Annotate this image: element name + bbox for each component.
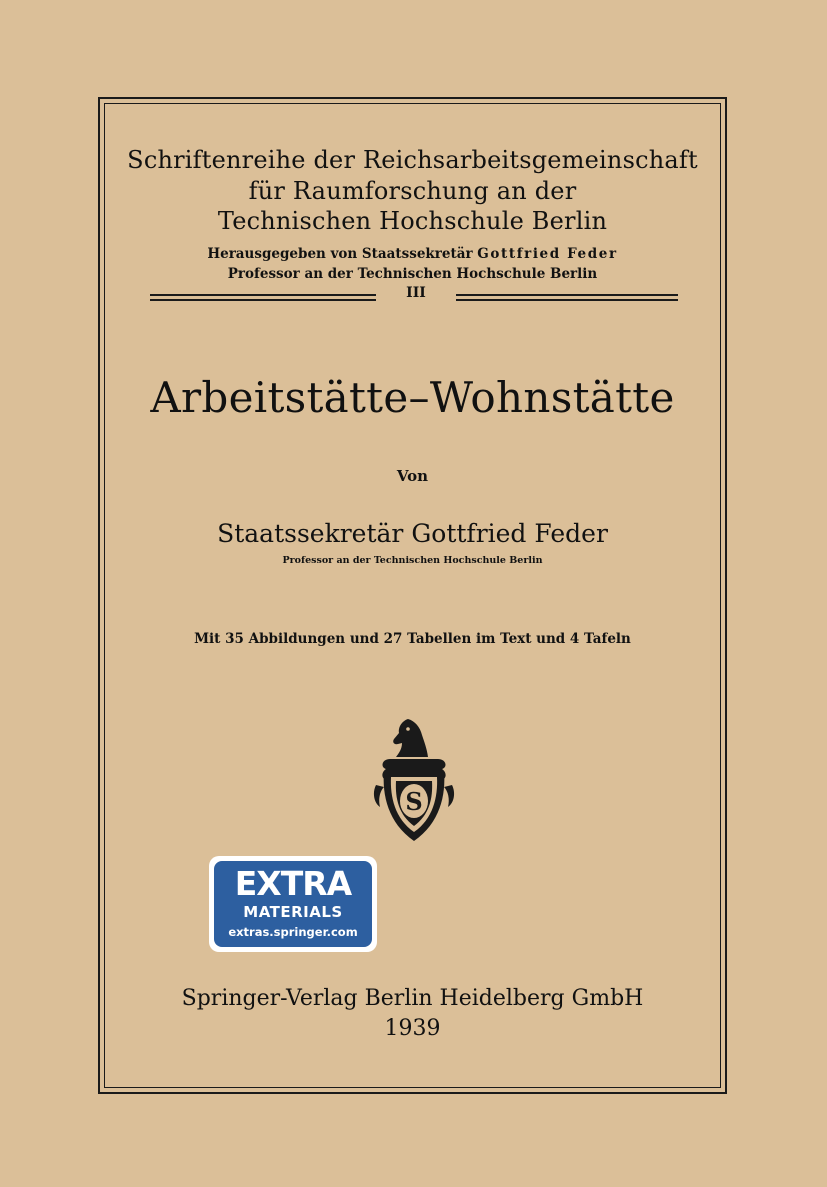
right-double-rule	[456, 294, 678, 301]
by-label: Von	[396, 467, 429, 485]
svg-text:S: S	[405, 787, 423, 816]
publisher-name: Springer-Verlag Berlin Heidelberg GmbH	[181, 986, 644, 1011]
illustrations-note: Mit 35 Abbildungen und 27 Tabellen im Text und 4 Tafeln	[194, 631, 631, 647]
publication-year: 1939	[384, 1016, 441, 1041]
author-name: Staatssekretär Gottfried Feder	[217, 519, 608, 548]
series-title-line-1: Schriftenreihe der Reichsarbeitsgemeinschaft	[127, 146, 698, 174]
editor-line	[104, 244, 721, 264]
extra-materials-badge[interactable]	[209, 856, 377, 952]
springer-knight-logo	[372, 715, 456, 849]
editor-prefix: Herausgegeben von Staatssekretär	[207, 246, 473, 262]
badge-extra-text: EXTRA	[234, 864, 352, 903]
series-title-line-3: Technischen Hochschule Berlin	[217, 207, 608, 235]
book-title: Arbeitstätte–Wohnstätte	[150, 373, 675, 422]
left-double-rule	[150, 294, 376, 301]
editor-affiliation: Professor an der Technischen Hochschule Berlin	[227, 266, 598, 282]
badge-url-link[interactable]: extras.springer.com	[228, 925, 358, 939]
volume-number: III	[406, 285, 426, 301]
badge-materials-text: MATERIALS	[243, 903, 343, 921]
author-affiliation: Professor an der Technischen Hochschule Berlin	[282, 555, 543, 566]
series-title-line-2: für Raumforschung an der	[248, 177, 577, 205]
editor-name: Gottfried Feder	[477, 246, 618, 262]
extra-materials-badge-body[interactable]	[214, 861, 372, 947]
